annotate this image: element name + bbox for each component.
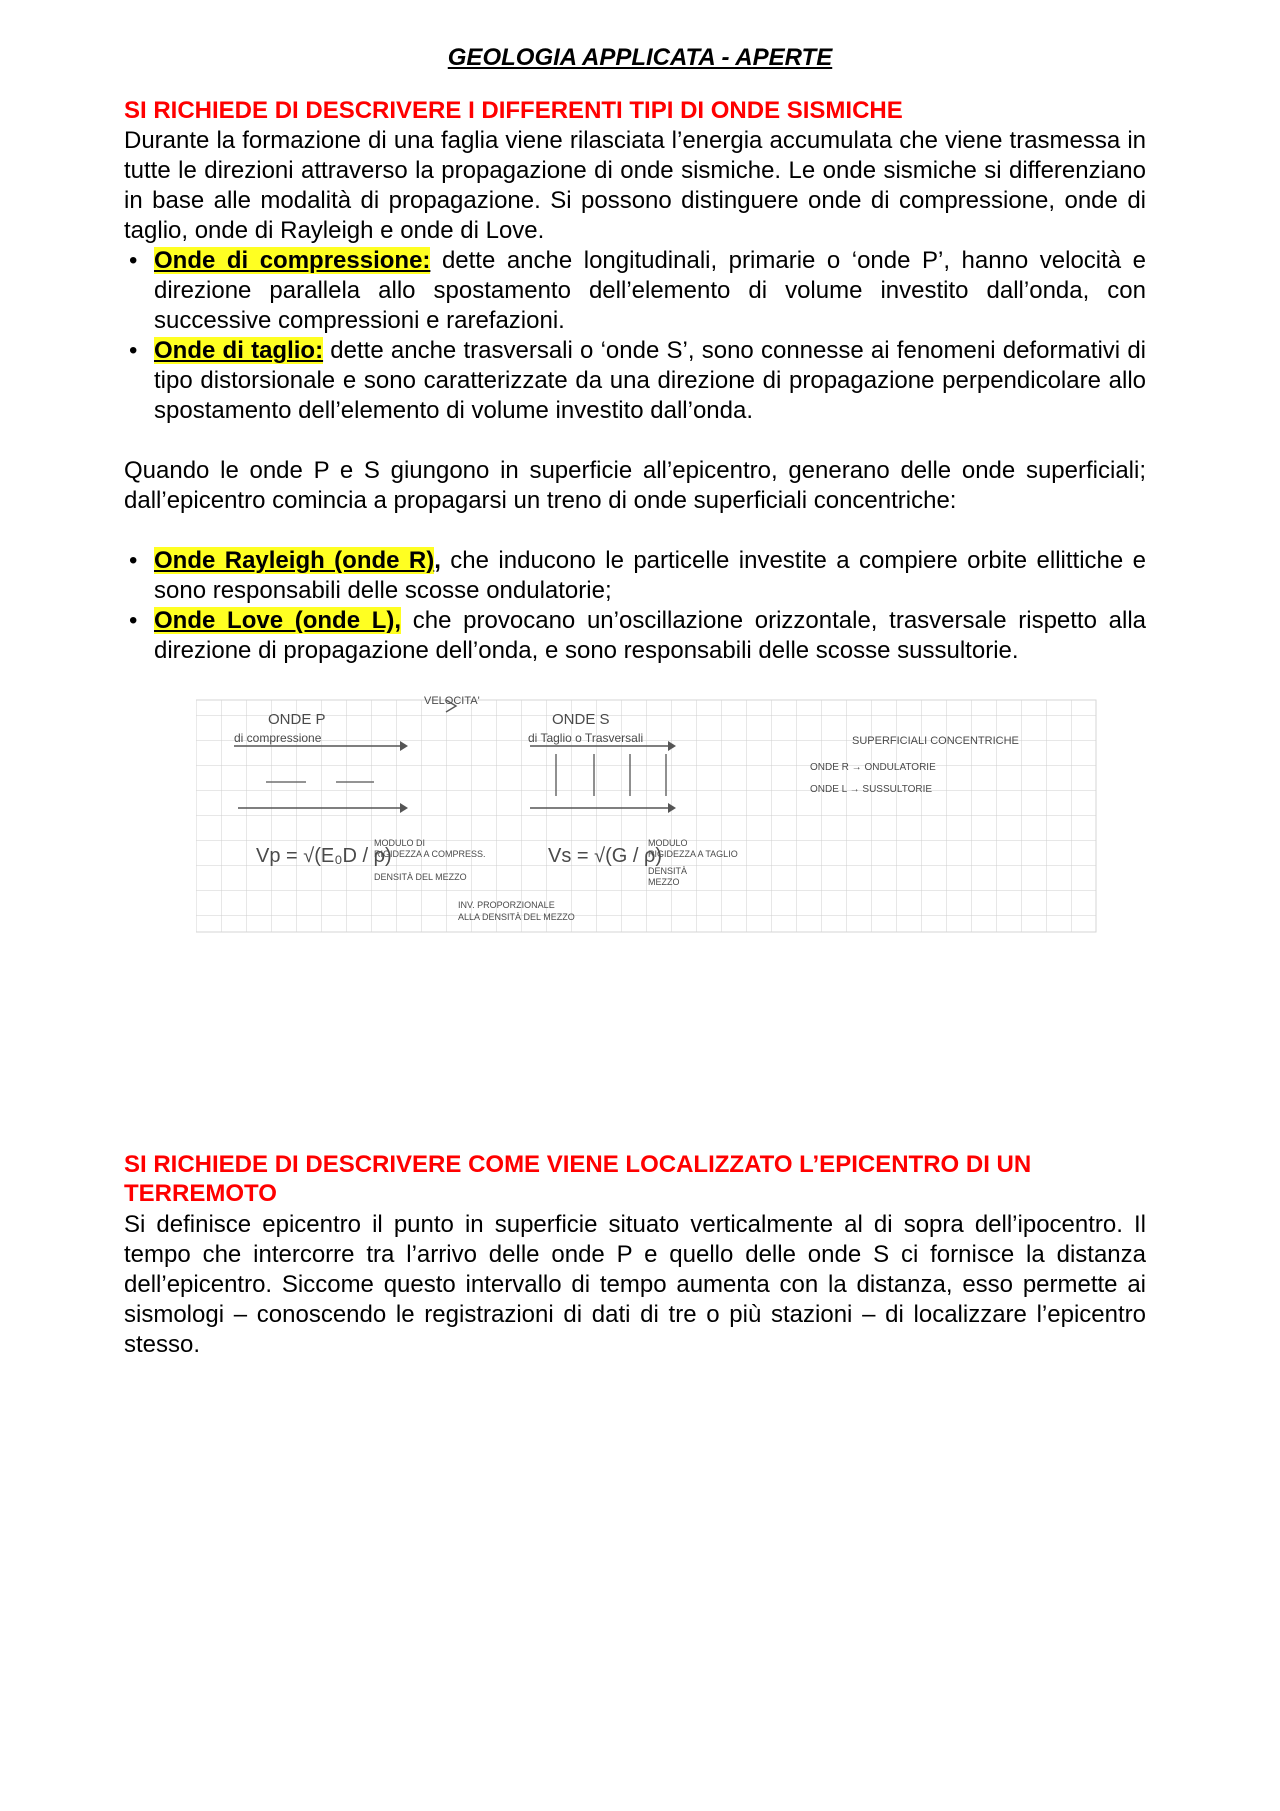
sketch-vs-formula: Vs = √(G / ρ) xyxy=(548,845,663,867)
list-item-compression xyxy=(124,246,1146,336)
sketch-vs-note1: MODULO xyxy=(648,838,688,848)
sketch-onde-l: ONDE L → SUSSULTORIE xyxy=(810,784,933,795)
sketch-onde-r: ONDE R → ONDULATORIE xyxy=(810,762,936,773)
sketch-bottom-note1: INV. PROPORZIONALE xyxy=(458,900,555,910)
desc-love: che provocano un’oscillazione orizzontale, trasversale rispetto alla direzione di propagazione dell’onda, e sono responsabili delle scosse sussultorie. xyxy=(154,607,1147,664)
sketch-vs-note2: RIGIDEZZA A TAGLIO xyxy=(648,849,738,859)
sketch-vp-note2: RIGIDEZZA A COMPRESS. xyxy=(374,849,486,859)
list-item-love xyxy=(124,606,1146,666)
term-compression: Onde di compressione: xyxy=(154,247,431,274)
handwritten-sketch xyxy=(196,690,1116,940)
sketch-vp-formula: Vp = √(E₀D / ρ) xyxy=(256,845,392,867)
section1-intro: Durante la formazione di una faglia viene rilasciata l’energia accumulata che viene trasmessa in tutte le direzioni attraverso la propagazione di onde sismiche. Le onde sismiche si differenziano in base alle modalità di propagazione. Si possono distinguere onde di compressione, onde di taglio, onde di Rayleigh e onde di Love. xyxy=(124,127,1146,244)
wave-type-list-surface xyxy=(124,546,1146,666)
sketch-onde-s-sub: di Taglio o Trasversali xyxy=(528,731,644,745)
term-rayleigh-tail: , xyxy=(434,547,441,574)
term-rayleigh: Onde Rayleigh (onde R) xyxy=(154,547,435,574)
sketch-vs-note4: MEZZO xyxy=(648,877,680,887)
sketch-vp-note1: MODULO DI xyxy=(374,838,426,848)
section1-middle: Quando le onde P e S giungono in superficie all’epicentro, generano delle onde superficiali; dall’epicentro comincia a propagarsi un treno di onde superficiali concentriche: xyxy=(124,457,1146,514)
sketch-top-label: VELOCITA' xyxy=(424,695,480,707)
bullet-icon: • xyxy=(129,337,138,364)
sketch-onde-s: ONDE S xyxy=(552,711,610,728)
sketch-bottom-note2: ALLA DENSITÀ DEL MEZZO xyxy=(458,912,575,922)
section2-body: Si definisce epicentro il punto in superficie situato verticalmente al di sopra dell’ipocentro. Il tempo che intercorre tra l’arrivo delle onde P e quello delle onde S ci fornisce la distanza dell’epicentro. Siccome questo intervallo di tempo aumenta con la distanza, esso permette ai sismologi – conoscendo le registrazioni di dati di tre o più stazioni – di localizzare l’epicentro stesso. xyxy=(124,1211,1146,1358)
desc-shear: dette anche trasversali o ‘onde S’, sono connesse ai fenomeni deformativi di tipo distorsionale e sono caratterizzate da una direzione di propagazione perpendicolare allo spostamento dell’elemento di volume investito dall’onda. xyxy=(154,337,1147,424)
bullet-icon: • xyxy=(129,607,138,634)
document-title: GEOLOGIA APPLICATA - APERTE xyxy=(447,44,833,71)
list-item-shear xyxy=(124,336,1146,426)
sketch-onde-p: ONDE P xyxy=(268,711,326,728)
desc-rayleigh: che inducono le particelle investite a compiere orbite ellittiche e sono responsabili delle scosse ondulatorie; xyxy=(154,547,1146,604)
bullet-icon: • xyxy=(129,247,138,274)
sketch-vs-note3: DENSITÀ xyxy=(648,866,688,876)
section1-heading: SI RICHIEDE DI DESCRIVERE I DIFFERENTI TIPI DI ONDE SISMICHE xyxy=(124,97,903,124)
desc-compression: dette anche longitudinali, primarie o ‘onde P’, hanno velocità e direzione parallela allo spostamento dell’elemento di volume investito dall’onda, con successive compressioni e rarefazioni. xyxy=(154,247,1146,334)
term-shear: Onde di taglio: xyxy=(154,337,324,364)
sketch-superficiali: SUPERFICIALI CONCENTRICHE xyxy=(852,735,1019,747)
wave-type-list-body xyxy=(124,246,1146,426)
term-love: Onde Love (onde L), xyxy=(154,607,402,634)
bullet-icon: • xyxy=(129,547,138,574)
list-item-rayleigh xyxy=(124,546,1146,606)
section2-heading: SI RICHIEDE DI DESCRIVERE COME VIENE LOCALIZZATO L’EPICENTRO DI UN TERREMOTO xyxy=(124,1151,1032,1207)
sketch-vp-note3: DENSITÀ DEL MEZZO xyxy=(374,872,467,882)
sketch-onde-p-sub: di compressione xyxy=(234,731,322,745)
